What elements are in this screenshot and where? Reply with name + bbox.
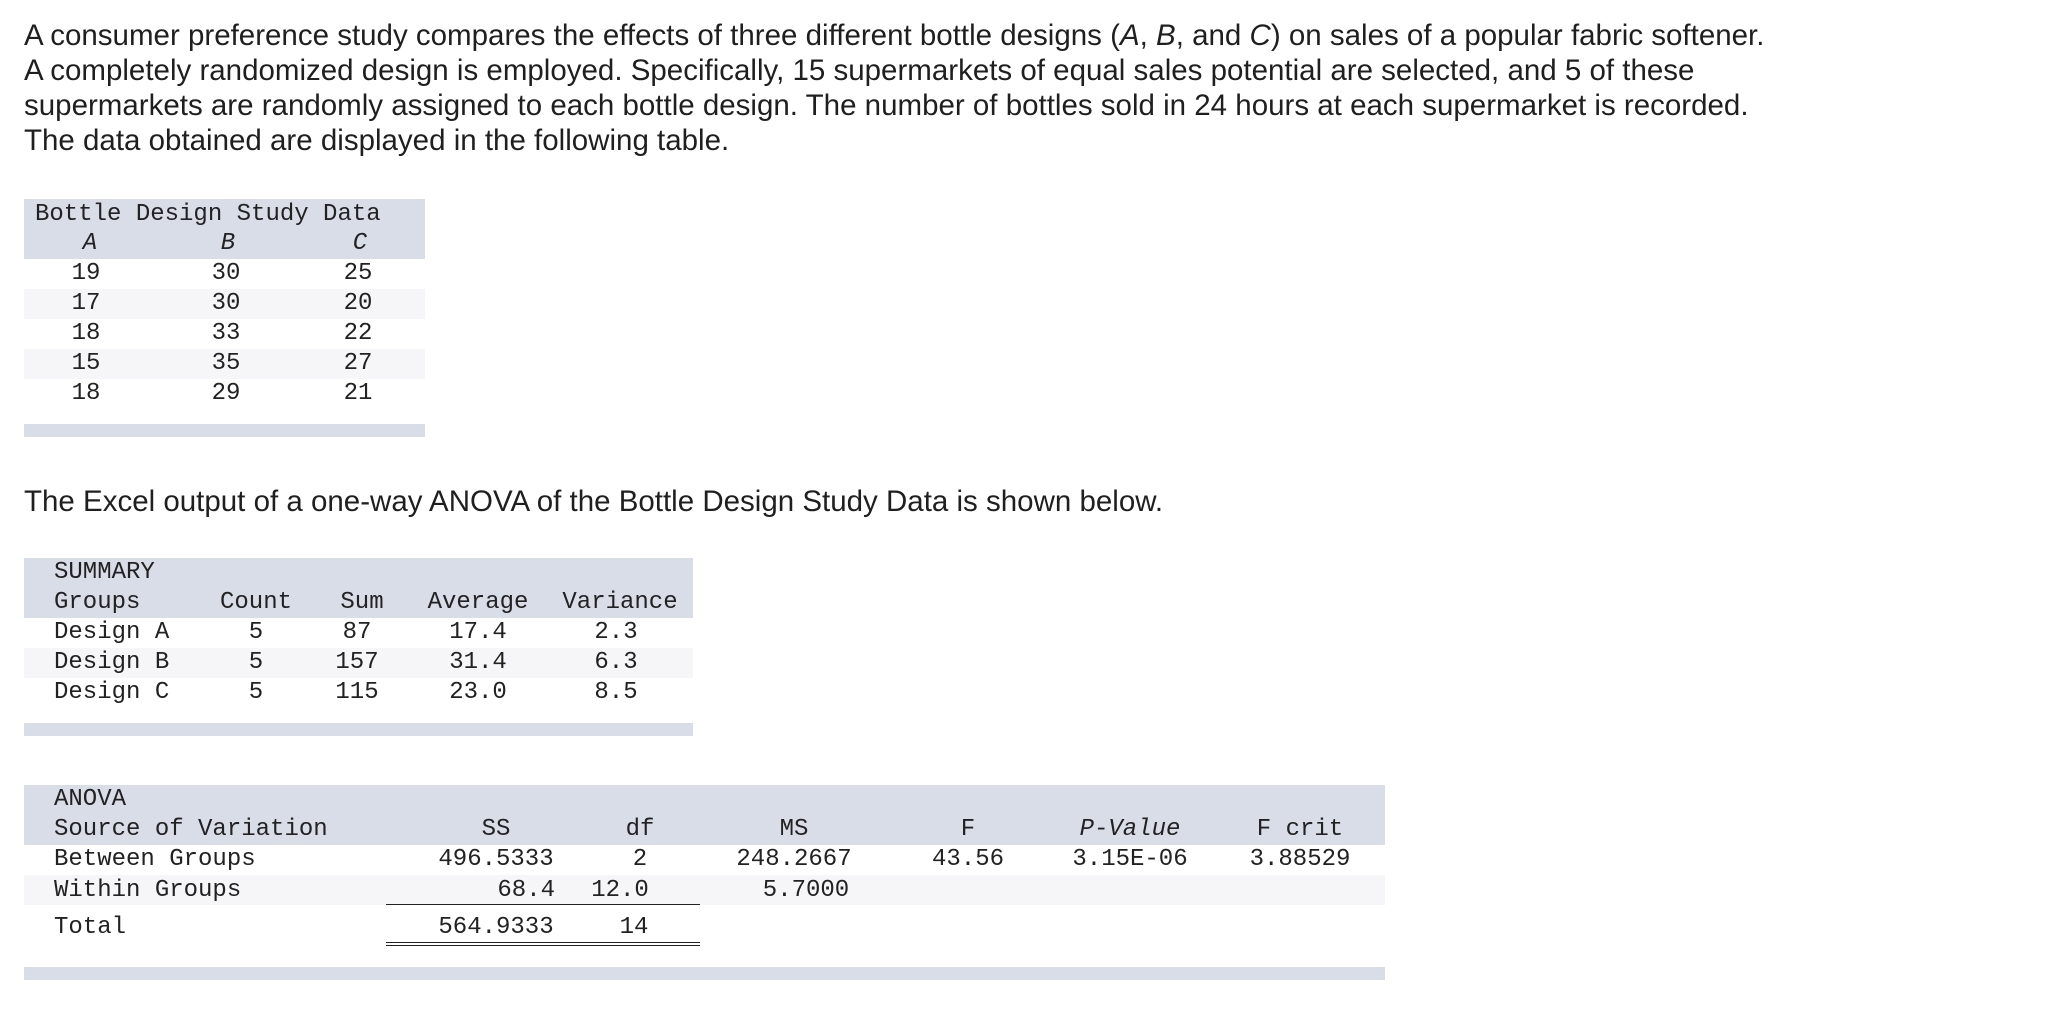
table-row: 15 35 27 (24, 349, 425, 379)
table-row: Design A 5 87 17.4 2.3 (24, 618, 693, 648)
summary-table (24, 558, 693, 736)
table-header (24, 785, 1385, 845)
table-row: 19 30 25 (24, 259, 425, 289)
summary-title: SUMMARY (54, 559, 155, 586)
column-header-df: df (625, 816, 655, 843)
table-footer-band (24, 424, 425, 437)
table-row: Design C 5 115 23.0 8.5 (24, 678, 693, 708)
column-header-source: Source of Variation (54, 816, 328, 843)
intro-line-3: supermarkets are randomly assigned to each bottle design. The number of bottles sold in 24 hours at each supermarket is recorded. (24, 89, 1749, 122)
column-header-ms: MS (779, 816, 809, 843)
intro-line-2: A completely randomized design is employed. Specifically, 15 supermarkets of equal sales potential are selected, and 5 of these (24, 54, 1695, 87)
intro-line-4: The data obtained are displayed in the following table. (24, 124, 730, 157)
table-footer-band (24, 723, 693, 736)
table-header (24, 558, 693, 618)
table-header (24, 199, 425, 259)
column-header-average: Average (427, 589, 529, 616)
intro-paragraph (24, 18, 1764, 158)
table-row: Total 564.9333 14 (24, 907, 1385, 947)
table-row: Within Groups 68.4 12.0 5.7000 (24, 875, 1385, 905)
table-footer-band (24, 967, 1385, 980)
table-title: Bottle Design Study Data (35, 201, 381, 228)
table-row: Between Groups 496.5333 2 248.2667 43.56 3.15E-06 3.88529 (24, 845, 1385, 875)
column-header-b: B (220, 230, 236, 257)
table-row: 18 29 21 (24, 379, 425, 409)
total-double-rule (386, 942, 700, 946)
table-row: 18 33 22 (24, 319, 425, 349)
column-header-f-crit: F crit (1256, 816, 1344, 843)
column-header-variance: Variance (562, 589, 678, 616)
bottle-design-data-table (24, 199, 425, 437)
table-row: Design B 5 157 31.4 6.3 (24, 648, 693, 678)
column-header-ss: SS (481, 816, 511, 843)
intro-line-1: A consumer preference study compares the effects of three different bottle designs (A, B, and C) on sales of a popular fabric softener. (24, 19, 1765, 52)
anova-intro-text: The Excel output of a one-way ANOVA of the Bottle Design Study Data is shown below. (24, 485, 1164, 518)
subtotal-rule (386, 904, 700, 905)
anova-table (24, 785, 1385, 980)
anova-title: ANOVA (54, 786, 127, 813)
column-header-f: F (960, 816, 976, 843)
column-header-p-value: P-Value (1079, 816, 1181, 843)
column-header-groups: Groups (54, 589, 141, 616)
column-header-c: C (352, 230, 368, 257)
table-row: 17 30 20 (24, 289, 425, 319)
column-header-sum: Sum (340, 589, 384, 616)
column-header-count: Count (219, 589, 293, 616)
column-header-a: A (82, 230, 98, 257)
